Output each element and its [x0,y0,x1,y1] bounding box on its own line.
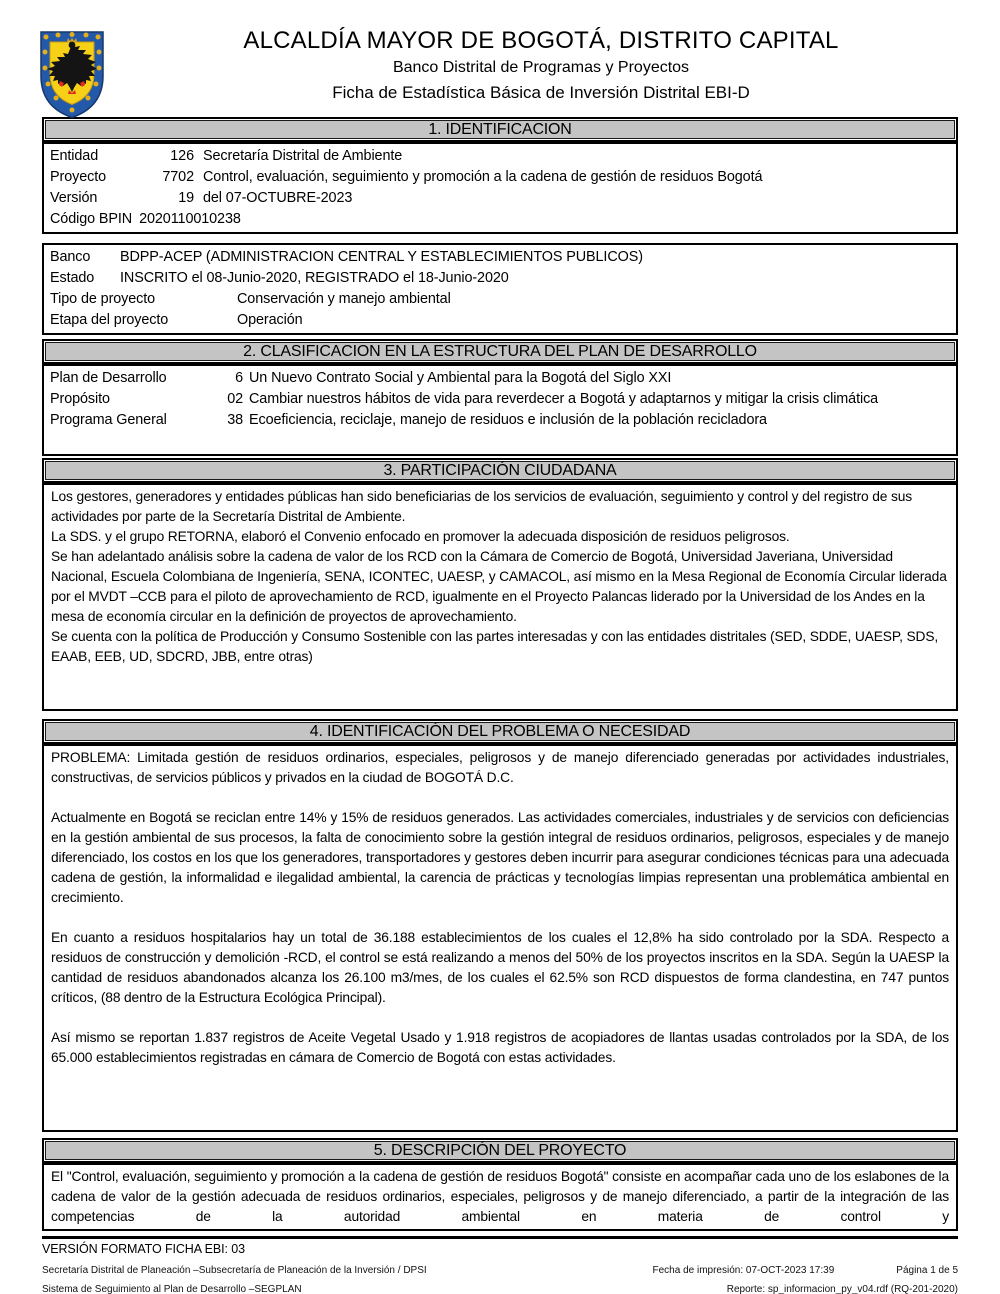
field-value: Un Nuevo Contrato Social y Ambiental para la Bogotá del Siglo XXI [249,370,672,386]
page-title: ALCALDÍA MAYOR DE BOGOTÁ, DISTRITO CAPITAL [243,27,839,54]
field-code: 02 [227,391,243,407]
field-row-plan-desarrollo [44,368,956,389]
paragraph: PROBLEMA: Limitada gestión de residuos ordinarios, especiales, peligrosos y de manejo diferenciado generadas por actividades industriales, constructivas, de servicios públicos y privados en la ciudad de BOGOTÁ D.C. [51,750,949,785]
field-label: Versión [50,190,98,206]
paragraph: Así mismo se reportan 1.837 registros de Aceite Vegetal Usado y 1.918 registros de acopiadores de llantas usadas controlados por la SDA, de los 65.000 establecimientos registradas en cámara de Comercio de Bogotá con estas actividades. [51,1030,949,1065]
field-row-estado [44,268,956,289]
field-label: Etapa del proyecto [50,312,169,328]
paragraph: La SDS. y el grupo RETORNA, elaboró el Convenio enfocado en promover la adecuada disposición de residuos peligrosos. [51,529,790,544]
field-value: 2020110010238 [139,211,241,227]
section-2-header [42,339,958,364]
paragraph: Se han adelantado análisis sobre la cadena de valor de los RCD con la Cámara de Comercio de Bogotá, Universidad Javeriana, Universidad Nacional, Escuela Colombiana de Ingeniería, SENA, ICONTEC, UAESP, y CAMACOL, así mismo en la Mesa Regional de Economía Circular liderada por el MVDT –CCB para el piloto de aprovechamiento de RCD, igualmente en el Proyecto Palancas liderado por la Universidad de los Andes en la mesa de economía circular en la definición de proyectos de aprovechamiento. [51,549,947,624]
field-value: Secretaría Distrital de Ambiente [203,148,403,164]
field-row-banco [44,247,956,268]
field-code: 6 [235,370,243,386]
paragraph: El "Control, evaluación, seguimiento y promoción a la cadena de gestión de residuos Bogotá" consiste en acompañar cada uno de los eslabones de la cadena de valor de la gestión adecuada de residuos ordinarios, especiales, peligrosos y de manejo diferenciado, a partir de la integración de las competencias de la autoridad ambiental en materia de control y [51,1169,949,1224]
field-value: Control, evaluación, seguimiento y promoción a la cadena de gestión de residuos Bogotá [203,169,763,185]
participacion-box [42,483,958,711]
section-3-title: 3. PARTICIPACIÓN CIUDADANA [45,461,955,480]
page-subtitle-2: Ficha de Estadística Básica de Inversión Distrital EBI-D [332,83,750,102]
page-subtitle: Banco Distrital de Programas y Proyectos [392,59,690,76]
field-row-etapa-proyecto [44,310,956,331]
field-value: del 07-OCTUBRE-2023 [203,190,353,206]
field-label: Propósito [50,391,110,407]
field-value: BDPP-ACEP (ADMINISTRACION CENTRAL Y ESTABLECIMIENTOS PUBLICOS) [120,249,643,265]
section-4-header [42,719,958,744]
field-value: Operación [237,312,303,328]
section-5-header [42,1138,958,1163]
field-row-proposito [44,389,956,410]
field-label: Programa General [50,412,167,428]
field-code: 19 [178,190,194,206]
section-2-title: 2. CLASIFICACION EN LA ESTRUCTURA DEL PLAN DE DESARROLLO [45,342,955,361]
format-version-text: VERSIÓN FORMATO FICHA EBI: 03 [42,1242,245,1256]
bogota-coat-of-arms-icon [38,28,106,121]
footer-right [653,1261,959,1294]
document-body [42,117,958,1231]
field-label: Tipo de proyecto [50,291,156,307]
section-3-header [42,458,958,483]
page-number-text: Página 1 de 5 [896,1265,958,1276]
problema-box [42,744,958,1132]
field-row-tipo-proyecto [44,289,956,310]
field-label: Estado [50,270,95,286]
paragraph: Actualmente en Bogotá se reciclan entre 14% y 15% de residuos generados. Las actividades comerciales, industriales y de servicios con deficiencias en la gestión ambiental de sus procesos, la falta de conocimiento sobre la gestión integral de residuos ordinarios, peligrosos, especiales y de manejo diferenciado, los costos en los que los generadores, transportadores y gestores deben incurrir para asegurar condiciones técnicas para una adecuada cadena de gestión, la informalidad e ilegalidad ambiental, la carencia de prácticas y tecnologías limpias representan una problemática ambiental en crecimiento. [51,810,949,905]
field-label: Código BPIN [50,211,133,227]
field-value: INSCRITO el 08-Junio-2020, REGISTRADO el 18-Junio-2020 [120,270,509,286]
section-5-title: 5. DESCRIPCIÓN DEL PROYECTO [45,1141,955,1160]
field-row-programa-general [44,410,956,431]
clasificacion-box [42,364,958,456]
field-label: Plan de Desarrollo [50,370,167,386]
print-date-text: Fecha de impresión: 07-OCT-2023 17:39 [652,1265,835,1276]
registro-box [42,243,958,335]
footer-divider [42,1236,958,1239]
field-value: Conservación y manejo ambiental [237,291,451,307]
field-row-codigo-bpin [44,209,956,230]
field-row-version [44,188,956,209]
identificacion-box [42,142,958,234]
field-value: Cambiar nuestros hábitos de vida para reverdecer a Bogotá y adaptarnos y mitigar la crisis climática [249,391,879,407]
section-4-title: 4. IDENTIFICACIÓN DEL PROBLEMA O NECESIDAD [45,722,955,741]
paragraph: Se cuenta con la política de Producción y Consumo Sostenible con las partes interesadas y con las entidades distritales (SED, SDDE, UAESP, SDS, EAAB, EEB, UD, SDCRD, JBB, entre otras) [51,629,939,664]
footer-system-line: Sistema de Seguimiento al Plan de Desarrollo –SEGPLAN [42,1284,302,1294]
field-row-proyecto [44,167,956,188]
field-code: 126 [170,148,194,164]
section-1-title: 1. IDENTIFICACION [45,120,955,139]
field-code: 7702 [162,169,194,185]
field-row-entidad [44,146,956,167]
descripcion-box [42,1163,958,1231]
field-label: Proyecto [50,169,106,185]
field-label: Entidad [50,148,99,164]
footer-left [42,1261,427,1294]
field-label: Banco [50,249,91,265]
document-header [0,0,1000,117]
report-id-text: Reporte: sp_informacion_py_v04.rdf (RQ-201-2020) [726,1284,958,1294]
section-1-header [42,117,958,142]
field-value: Ecoeficiencia, reciclaje, manejo de residuos e inclusión de la población recicladora [249,412,767,428]
paragraph: Los gestores, generadores y entidades públicas han sido beneficiarias de los servicios de evaluación, seguimiento y control y del registro de sus actividades por parte de la Secretaría Distrital de Ambiente. [51,489,912,524]
field-code: 38 [227,412,243,428]
footer-entity-line: Secretaría Distrital de Planeación –Subsecretaría de Planeación de la Inversión / DPSI [42,1265,427,1276]
paragraph: En cuanto a residuos hospitalarios hay un total de 36.188 establecimientos de los cuales el 12,8% ha sido controlado por la SDA. Respecto a residuos de construcción y demolición -RCD, el control se está realizando a menos del 50% de los proyectos inscritos en la SDA. Según la UAESP la cantidad de residuos abandonados alcanza los 26.100 m3/mes, de los cuales el 62.5% son RCD dispuestos de forma clandestina, en 747 puntos críticos, (88 dentro de la Estructura Ecológica Principal). [51,930,949,1005]
